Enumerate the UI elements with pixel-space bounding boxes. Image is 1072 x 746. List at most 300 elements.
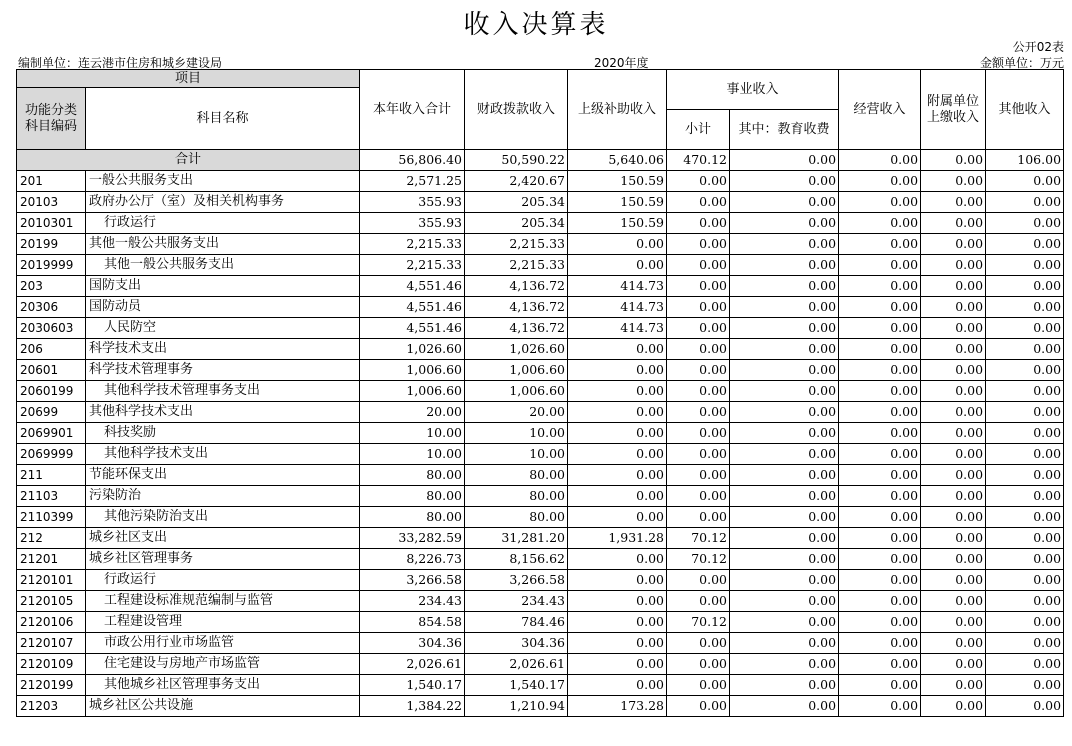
subject-name-cell: 工程建设管理 [86, 612, 360, 633]
total-cell: 5,640.06 [568, 150, 667, 171]
amount-cell: 1,006.60 [465, 360, 568, 381]
amount-cell: 355.93 [360, 213, 465, 234]
header-func-code: 功能分类科目编码 [17, 88, 86, 150]
amount-cell: 0.00 [986, 360, 1064, 381]
amount-cell: 0.00 [986, 318, 1064, 339]
amount-cell: 80.00 [465, 507, 568, 528]
amount-cell: 2,215.33 [465, 255, 568, 276]
amount-cell: 0.00 [839, 171, 921, 192]
amount-cell: 304.36 [465, 633, 568, 654]
table-row [17, 486, 1064, 507]
amount-cell: 150.59 [568, 171, 667, 192]
amount-cell: 1,006.60 [360, 360, 465, 381]
header-affiliated: 附属单位上缴收入 [921, 70, 986, 150]
amount-cell: 0.00 [568, 549, 667, 570]
amount-cell: 0.00 [568, 339, 667, 360]
amount-cell: 0.00 [986, 696, 1064, 717]
amount-cell: 0.00 [986, 171, 1064, 192]
amount-cell: 10.00 [360, 444, 465, 465]
subject-name-cell: 城乡社区支出 [86, 528, 360, 549]
amount-cell: 0.00 [986, 423, 1064, 444]
table-row [17, 528, 1064, 549]
amount-cell: 0.00 [921, 591, 986, 612]
subject-name-cell: 市政公用行业市场监管 [86, 633, 360, 654]
subject-name-cell: 政府办公厅（室）及相关机构事务 [86, 192, 360, 213]
amount-cell: 205.34 [465, 213, 568, 234]
subject-name-cell: 其他科学技术支出 [86, 402, 360, 423]
amount-cell: 234.43 [360, 591, 465, 612]
amount-cell: 0.00 [839, 402, 921, 423]
amount-cell: 0.00 [568, 360, 667, 381]
table-row [17, 507, 1064, 528]
amount-cell: 0.00 [730, 486, 839, 507]
amount-cell: 0.00 [921, 612, 986, 633]
amount-cell: 0.00 [730, 423, 839, 444]
amount-cell: 0.00 [730, 213, 839, 234]
amount-cell: 0.00 [921, 276, 986, 297]
subject-name-cell: 城乡社区公共设施 [86, 696, 360, 717]
subject-name-cell: 工程建设标准规范编制与监管 [86, 591, 360, 612]
function-code-cell: 212 [17, 528, 86, 549]
function-code-cell: 2010301 [17, 213, 86, 234]
amount-cell: 854.58 [360, 612, 465, 633]
amount-cell: 0.00 [839, 297, 921, 318]
function-code-cell: 203 [17, 276, 86, 297]
amount-cell: 173.28 [568, 696, 667, 717]
header-fiscal: 财政拨款收入 [465, 70, 568, 150]
amount-cell: 10.00 [465, 423, 568, 444]
amount-cell: 0.00 [730, 696, 839, 717]
total-cell: 106.00 [986, 150, 1064, 171]
amount-cell: 0.00 [568, 402, 667, 423]
header-superior-subsidy: 上级补助收入 [568, 70, 667, 150]
amount-cell: 0.00 [568, 507, 667, 528]
function-code-cell: 2060199 [17, 381, 86, 402]
subject-name-cell: 其他城乡社区管理事务支出 [86, 675, 360, 696]
table-row [17, 549, 1064, 570]
amount-cell: 2,215.33 [465, 234, 568, 255]
table-row [17, 318, 1064, 339]
amount-cell: 414.73 [568, 318, 667, 339]
amount-cell: 31,281.20 [465, 528, 568, 549]
amount-cell: 0.00 [921, 423, 986, 444]
header-subject-name: 科目名称 [86, 88, 360, 150]
function-code-cell: 2110399 [17, 507, 86, 528]
amount-cell: 0.00 [986, 654, 1064, 675]
amount-cell: 2,215.33 [360, 255, 465, 276]
header-business-income: 事业收入 [667, 70, 839, 110]
amount-cell: 0.00 [667, 339, 730, 360]
subject-name-cell: 科技奖励 [86, 423, 360, 444]
table-row [17, 465, 1064, 486]
amount-cell: 0.00 [921, 360, 986, 381]
amount-cell: 80.00 [360, 486, 465, 507]
amount-cell: 0.00 [986, 192, 1064, 213]
amount-cell: 0.00 [568, 255, 667, 276]
subject-name-cell: 其他污染防治支出 [86, 507, 360, 528]
table-row [17, 339, 1064, 360]
function-code-cell: 2120109 [17, 654, 86, 675]
amount-cell: 0.00 [730, 675, 839, 696]
amount-cell: 0.00 [667, 213, 730, 234]
amount-cell: 0.00 [839, 339, 921, 360]
amount-cell: 0.00 [568, 570, 667, 591]
table-row [17, 234, 1064, 255]
total-row [17, 150, 1064, 171]
table-row [17, 381, 1064, 402]
amount-cell: 0.00 [839, 423, 921, 444]
amount-cell: 10.00 [465, 444, 568, 465]
amount-cell: 0.00 [921, 696, 986, 717]
amount-cell: 0.00 [730, 234, 839, 255]
amount-cell: 0.00 [921, 444, 986, 465]
amount-unit: 金额单位：万元 [979, 56, 1064, 70]
amount-cell: 80.00 [465, 486, 568, 507]
function-code-cell: 2019999 [17, 255, 86, 276]
amount-cell: 0.00 [839, 507, 921, 528]
table-row [17, 171, 1064, 192]
amount-cell: 0.00 [986, 255, 1064, 276]
amount-cell: 0.00 [921, 486, 986, 507]
amount-cell: 0.00 [730, 465, 839, 486]
function-code-cell: 20103 [17, 192, 86, 213]
amount-cell: 0.00 [667, 234, 730, 255]
amount-cell: 0.00 [667, 591, 730, 612]
subject-name-cell: 国防动员 [86, 297, 360, 318]
amount-cell: 8,226.73 [360, 549, 465, 570]
amount-cell: 0.00 [839, 444, 921, 465]
amount-cell: 0.00 [568, 591, 667, 612]
header-item: 项目 [17, 70, 360, 88]
amount-cell: 0.00 [667, 318, 730, 339]
amount-cell: 0.00 [986, 528, 1064, 549]
amount-cell: 0.00 [730, 507, 839, 528]
amount-cell: 0.00 [730, 381, 839, 402]
amount-cell: 80.00 [465, 465, 568, 486]
amount-cell: 2,215.33 [360, 234, 465, 255]
amount-cell: 0.00 [921, 234, 986, 255]
table-row [17, 276, 1064, 297]
amount-cell: 0.00 [568, 423, 667, 444]
amount-cell: 0.00 [839, 276, 921, 297]
amount-cell: 0.00 [667, 402, 730, 423]
amount-cell: 0.00 [568, 465, 667, 486]
subject-name-cell: 人民防空 [86, 318, 360, 339]
amount-cell: 4,136.72 [465, 276, 568, 297]
page-title: 收入决算表 [463, 10, 609, 40]
amount-cell: 0.00 [986, 675, 1064, 696]
amount-cell: 3,266.58 [465, 570, 568, 591]
subject-name-cell: 污染防治 [86, 486, 360, 507]
amount-cell: 0.00 [667, 696, 730, 717]
amount-cell: 0.00 [839, 234, 921, 255]
table-row [17, 255, 1064, 276]
amount-cell: 0.00 [921, 402, 986, 423]
table-row [17, 612, 1064, 633]
header-total-income: 本年收入合计 [360, 70, 465, 150]
amount-cell: 0.00 [667, 507, 730, 528]
subject-name-cell: 国防支出 [86, 276, 360, 297]
amount-cell: 3,266.58 [360, 570, 465, 591]
amount-cell: 1,540.17 [360, 675, 465, 696]
amount-cell: 0.00 [667, 465, 730, 486]
subject-name-cell: 住宅建设与房地产市场监管 [86, 654, 360, 675]
amount-cell: 150.59 [568, 192, 667, 213]
function-code-cell: 2069999 [17, 444, 86, 465]
function-code-cell: 21203 [17, 696, 86, 717]
subject-name-cell: 城乡社区管理事务 [86, 549, 360, 570]
amount-cell: 0.00 [730, 255, 839, 276]
amount-cell: 0.00 [921, 381, 986, 402]
amount-cell: 414.73 [568, 297, 667, 318]
table-row [17, 213, 1064, 234]
function-code-cell: 21201 [17, 549, 86, 570]
amount-cell: 0.00 [986, 213, 1064, 234]
amount-cell: 0.00 [667, 276, 730, 297]
table-row [17, 402, 1064, 423]
amount-cell: 0.00 [730, 633, 839, 654]
amount-cell: 2,571.25 [360, 171, 465, 192]
subject-name-cell: 其他一般公共服务支出 [86, 234, 360, 255]
function-code-cell: 20306 [17, 297, 86, 318]
amount-cell: 4,136.72 [465, 318, 568, 339]
function-code-cell: 2069901 [17, 423, 86, 444]
table-header [17, 70, 1064, 150]
amount-cell: 0.00 [730, 402, 839, 423]
amount-cell: 0.00 [986, 612, 1064, 633]
amount-cell: 0.00 [730, 591, 839, 612]
table-row [17, 297, 1064, 318]
amount-cell: 70.12 [667, 528, 730, 549]
table-row [17, 696, 1064, 717]
table-row [17, 444, 1064, 465]
amount-cell: 0.00 [839, 318, 921, 339]
table-row [17, 423, 1064, 444]
function-code-cell: 201 [17, 171, 86, 192]
amount-cell: 0.00 [839, 465, 921, 486]
amount-cell: 205.34 [465, 192, 568, 213]
amount-cell: 0.00 [667, 444, 730, 465]
amount-cell: 1,026.60 [465, 339, 568, 360]
table-row [17, 654, 1064, 675]
amount-cell: 70.12 [667, 549, 730, 570]
amount-cell: 0.00 [921, 633, 986, 654]
header-subtotal: 小计 [667, 110, 730, 150]
total-cell: 0.00 [839, 150, 921, 171]
amount-cell: 0.00 [839, 255, 921, 276]
function-code-cell: 2120107 [17, 633, 86, 654]
subject-name-cell: 其他科学技术支出 [86, 444, 360, 465]
amount-cell: 0.00 [568, 444, 667, 465]
amount-cell: 0.00 [986, 465, 1064, 486]
amount-cell: 0.00 [667, 570, 730, 591]
amount-cell: 0.00 [986, 507, 1064, 528]
amount-cell: 0.00 [921, 318, 986, 339]
function-code-cell: 2120105 [17, 591, 86, 612]
table-row [17, 360, 1064, 381]
amount-cell: 0.00 [839, 549, 921, 570]
amount-cell: 0.00 [667, 423, 730, 444]
amount-cell: 0.00 [839, 360, 921, 381]
amount-cell: 0.00 [986, 339, 1064, 360]
amount-cell: 0.00 [667, 297, 730, 318]
amount-cell: 0.00 [921, 654, 986, 675]
total-cell: 50,590.22 [465, 150, 568, 171]
subject-name-cell: 其他科学技术管理事务支出 [86, 381, 360, 402]
function-code-cell: 20601 [17, 360, 86, 381]
amount-cell: 0.00 [921, 549, 986, 570]
amount-cell: 0.00 [921, 507, 986, 528]
header-operating-income: 经营收入 [839, 70, 921, 150]
amount-cell: 0.00 [839, 696, 921, 717]
amount-cell: 1,931.28 [568, 528, 667, 549]
amount-cell: 0.00 [839, 192, 921, 213]
amount-cell: 8,156.62 [465, 549, 568, 570]
amount-cell: 0.00 [568, 234, 667, 255]
subject-name-cell: 节能环保支出 [86, 465, 360, 486]
amount-cell: 0.00 [730, 444, 839, 465]
amount-cell: 0.00 [839, 528, 921, 549]
amount-cell: 0.00 [568, 675, 667, 696]
amount-cell: 0.00 [667, 360, 730, 381]
function-code-cell: 2120101 [17, 570, 86, 591]
table-row [17, 633, 1064, 654]
amount-cell: 0.00 [568, 612, 667, 633]
amount-cell: 0.00 [921, 528, 986, 549]
amount-cell: 0.00 [730, 276, 839, 297]
amount-cell: 0.00 [839, 654, 921, 675]
amount-cell: 1,026.60 [360, 339, 465, 360]
amount-cell: 0.00 [730, 528, 839, 549]
amount-cell: 2,420.67 [465, 171, 568, 192]
amount-cell: 0.00 [839, 381, 921, 402]
subject-name-cell: 行政运行 [86, 570, 360, 591]
amount-cell: 0.00 [986, 486, 1064, 507]
amount-cell: 2,026.61 [465, 654, 568, 675]
amount-cell: 0.00 [921, 192, 986, 213]
subject-name-cell: 其他一般公共服务支出 [86, 255, 360, 276]
amount-cell: 4,551.46 [360, 318, 465, 339]
amount-cell: 0.00 [667, 654, 730, 675]
amount-cell: 0.00 [986, 297, 1064, 318]
amount-cell: 0.00 [986, 570, 1064, 591]
subject-name-cell: 科学技术管理事务 [86, 360, 360, 381]
amount-cell: 0.00 [730, 318, 839, 339]
income-table [16, 69, 1064, 717]
amount-cell: 0.00 [921, 465, 986, 486]
fiscal-year: 2020年度 [594, 56, 649, 70]
amount-cell: 20.00 [360, 402, 465, 423]
subject-name-cell: 一般公共服务支出 [86, 171, 360, 192]
amount-cell: 150.59 [568, 213, 667, 234]
amount-cell: 355.93 [360, 192, 465, 213]
amount-cell: 0.00 [568, 381, 667, 402]
amount-cell: 0.00 [986, 633, 1064, 654]
amount-cell: 0.00 [730, 339, 839, 360]
amount-cell: 0.00 [839, 675, 921, 696]
amount-cell: 0.00 [921, 570, 986, 591]
amount-cell: 0.00 [986, 276, 1064, 297]
amount-cell: 1,006.60 [465, 381, 568, 402]
amount-cell: 4,136.72 [465, 297, 568, 318]
amount-cell: 0.00 [730, 570, 839, 591]
amount-cell: 0.00 [568, 486, 667, 507]
header-education-fee: 其中：教育收费 [730, 110, 839, 150]
function-code-cell: 20199 [17, 234, 86, 255]
amount-cell: 4,551.46 [360, 276, 465, 297]
amount-cell: 1,210.94 [465, 696, 568, 717]
amount-cell: 0.00 [730, 192, 839, 213]
function-code-cell: 20699 [17, 402, 86, 423]
amount-cell: 0.00 [730, 171, 839, 192]
total-cell: 0.00 [730, 150, 839, 171]
amount-cell: 0.00 [730, 297, 839, 318]
amount-cell: 0.00 [986, 591, 1064, 612]
function-code-cell: 2120106 [17, 612, 86, 633]
amount-cell: 0.00 [667, 675, 730, 696]
amount-cell: 0.00 [986, 444, 1064, 465]
amount-cell: 0.00 [986, 234, 1064, 255]
amount-cell: 80.00 [360, 465, 465, 486]
amount-cell: 0.00 [839, 213, 921, 234]
table-body [17, 150, 1064, 717]
amount-cell: 2,026.61 [360, 654, 465, 675]
amount-cell: 1,006.60 [360, 381, 465, 402]
amount-cell: 4,551.46 [360, 297, 465, 318]
table-row [17, 675, 1064, 696]
function-code-cell: 2120199 [17, 675, 86, 696]
amount-cell: 0.00 [667, 633, 730, 654]
total-cell: 56,806.40 [360, 150, 465, 171]
total-cell: 470.12 [667, 150, 730, 171]
amount-cell: 0.00 [921, 171, 986, 192]
amount-cell: 33,282.59 [360, 528, 465, 549]
amount-cell: 1,540.17 [465, 675, 568, 696]
amount-cell: 0.00 [986, 549, 1064, 570]
amount-cell: 0.00 [921, 297, 986, 318]
amount-cell: 0.00 [986, 381, 1064, 402]
amount-cell: 70.12 [667, 612, 730, 633]
table-row [17, 591, 1064, 612]
amount-cell: 0.00 [730, 549, 839, 570]
function-code-cell: 21103 [17, 486, 86, 507]
amount-cell: 10.00 [360, 423, 465, 444]
form-code: 公开02表 [1012, 40, 1064, 54]
amount-cell: 304.36 [360, 633, 465, 654]
subject-name-cell: 行政运行 [86, 213, 360, 234]
amount-cell: 0.00 [839, 486, 921, 507]
function-code-cell: 211 [17, 465, 86, 486]
function-code-cell: 2030603 [17, 318, 86, 339]
table-row [17, 570, 1064, 591]
header-other-income: 其他收入 [986, 70, 1064, 150]
amount-cell: 0.00 [667, 171, 730, 192]
amount-cell: 0.00 [730, 360, 839, 381]
amount-cell: 0.00 [839, 570, 921, 591]
amount-cell: 0.00 [921, 255, 986, 276]
subject-name-cell: 科学技术支出 [86, 339, 360, 360]
amount-cell: 0.00 [667, 486, 730, 507]
amount-cell: 0.00 [730, 654, 839, 675]
amount-cell: 0.00 [839, 612, 921, 633]
amount-cell: 0.00 [667, 192, 730, 213]
amount-cell: 0.00 [921, 339, 986, 360]
amount-cell: 234.43 [465, 591, 568, 612]
amount-cell: 0.00 [730, 612, 839, 633]
amount-cell: 1,384.22 [360, 696, 465, 717]
amount-cell: 0.00 [921, 675, 986, 696]
amount-cell: 784.46 [465, 612, 568, 633]
